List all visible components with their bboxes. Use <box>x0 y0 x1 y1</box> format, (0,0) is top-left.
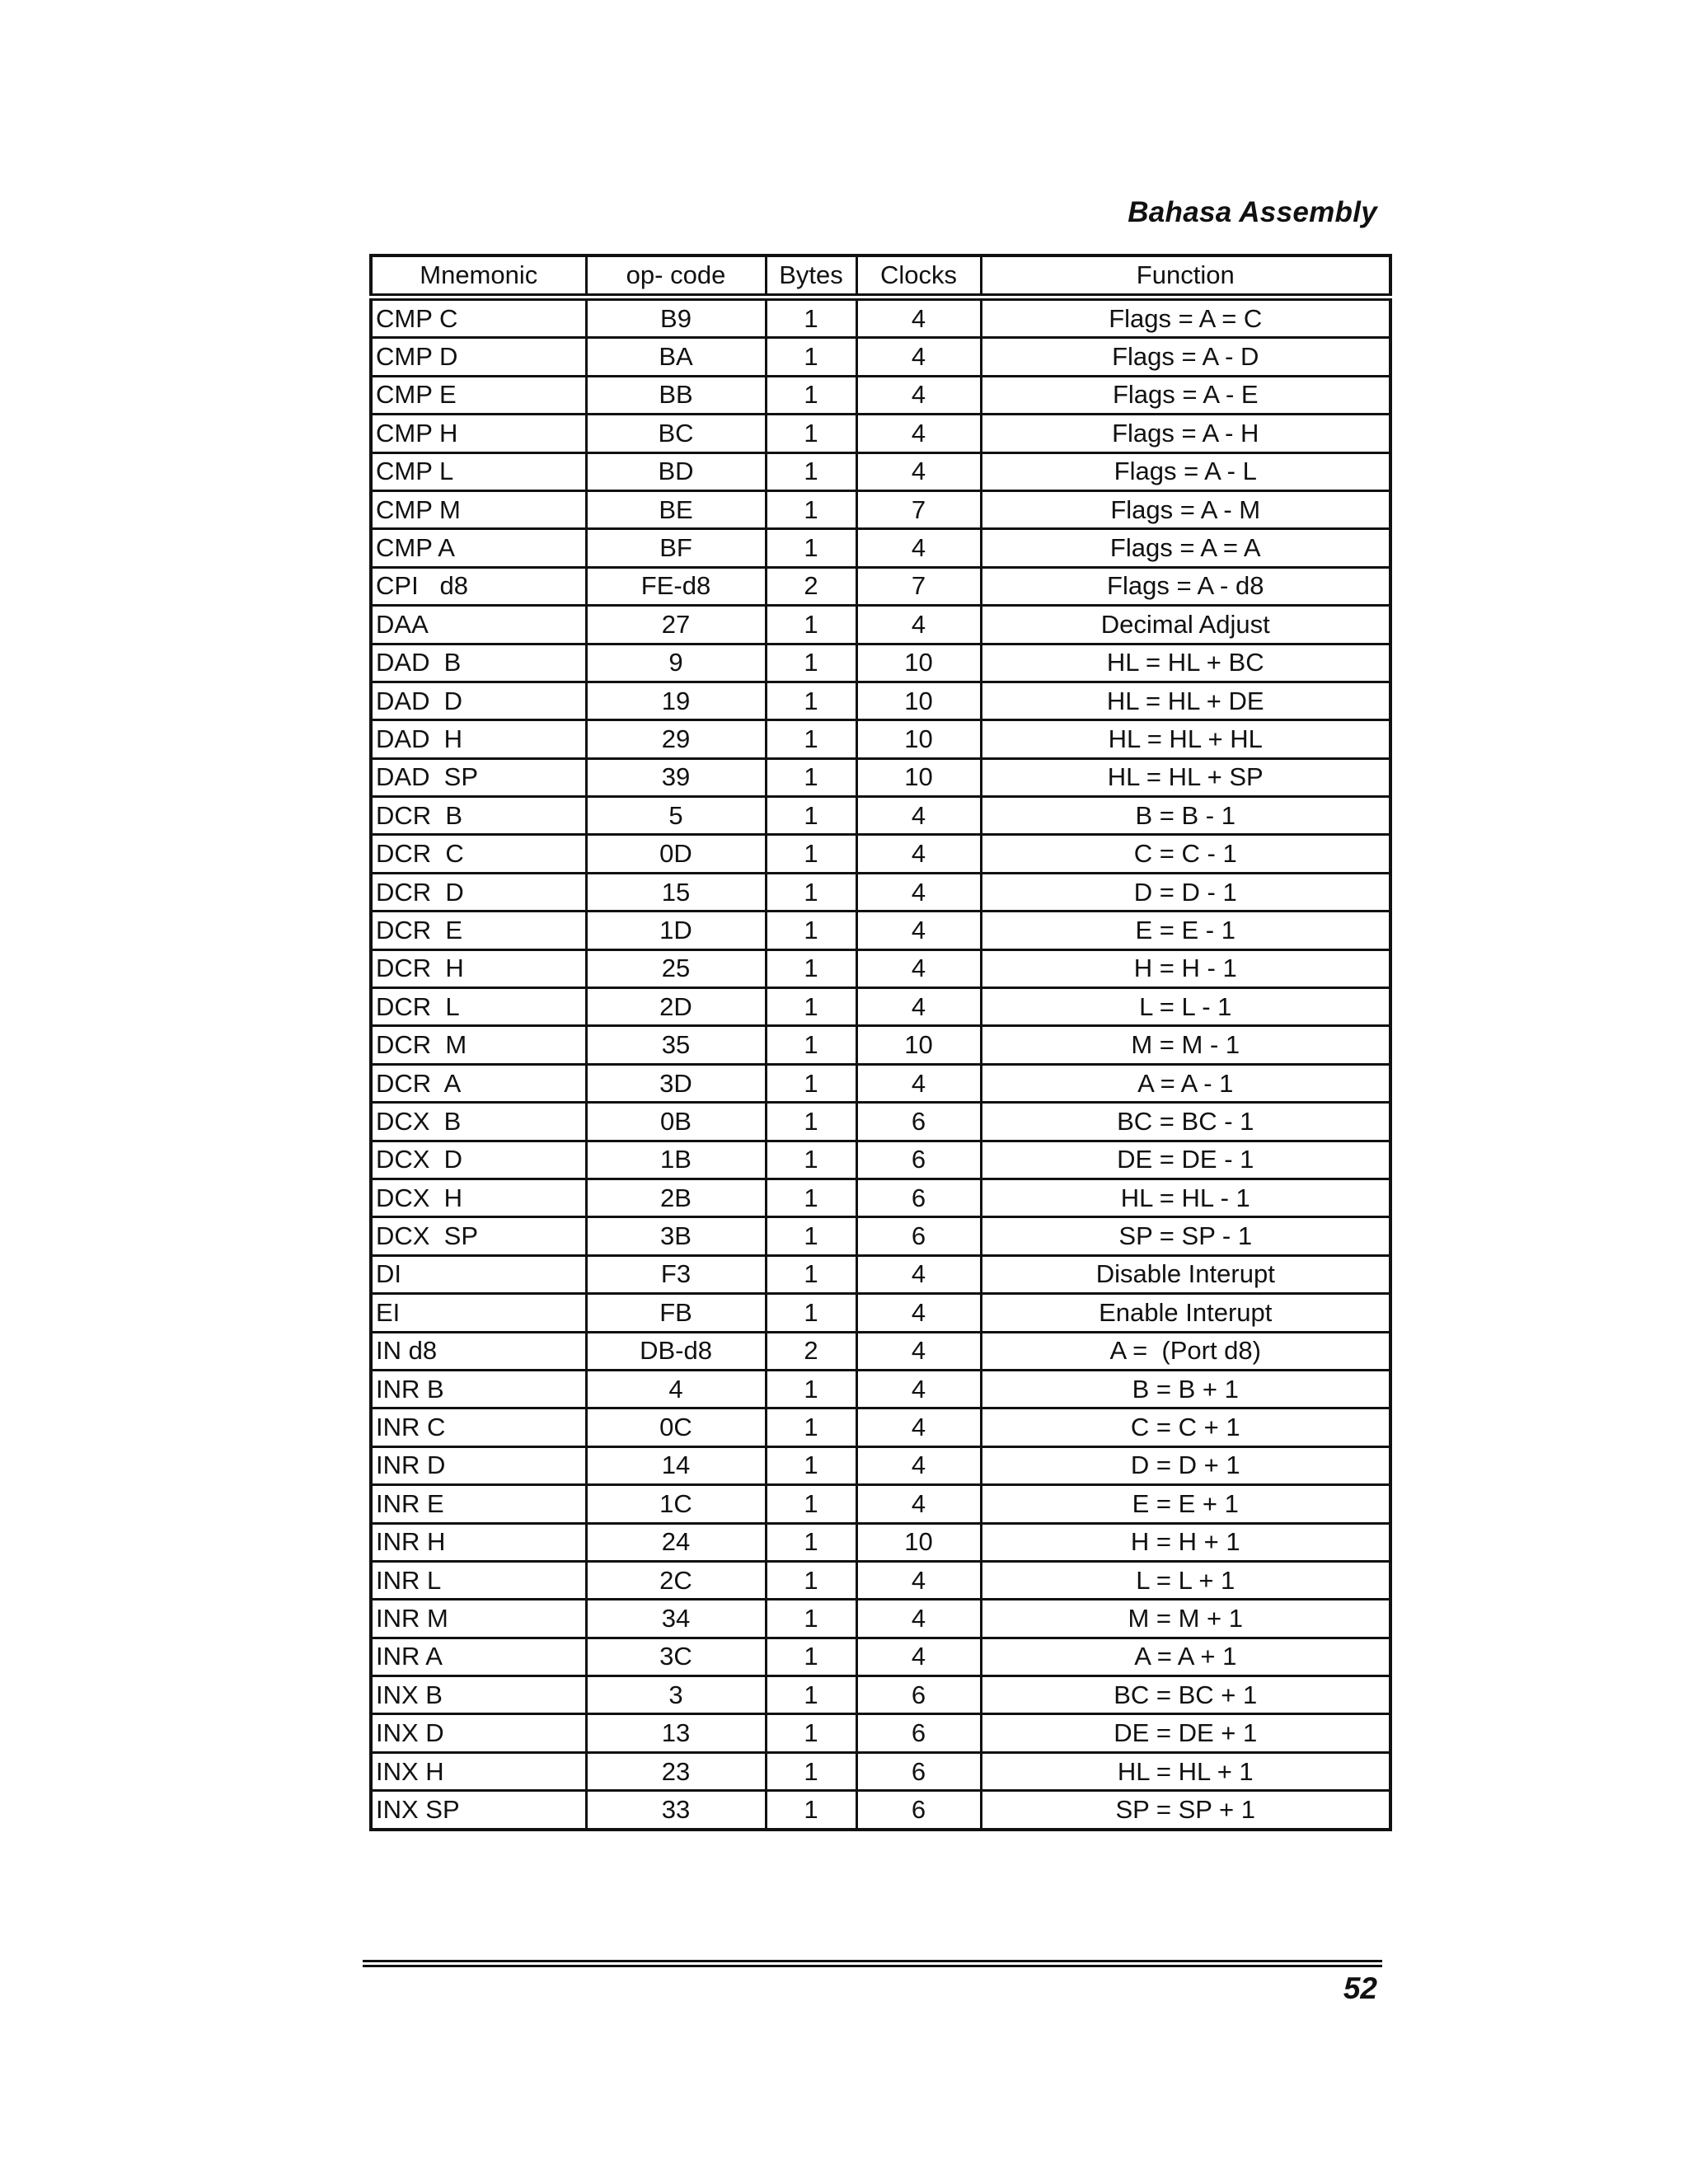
table-row <box>371 1561 1390 1599</box>
bytes-cell: 1 <box>766 1676 856 1714</box>
opcode-cell: 1B <box>586 1141 766 1179</box>
table-row <box>371 644 1390 682</box>
opcode-cell: 0D <box>586 835 766 873</box>
mnemonic-cell: INX D <box>371 1714 586 1752</box>
function-cell: Decimal Adjust <box>981 606 1390 644</box>
table-row <box>371 797 1390 835</box>
function-cell: Flags = A = A <box>981 529 1390 567</box>
table-row <box>371 1523 1390 1561</box>
clocks-cell: 4 <box>856 1485 981 1523</box>
mnemonic-cell: DCX H <box>371 1179 586 1216</box>
opcode-cell: 0C <box>586 1408 766 1446</box>
function-cell: L = L - 1 <box>981 988 1390 1026</box>
table-row <box>371 1294 1390 1332</box>
bytes-cell: 1 <box>766 1638 856 1675</box>
table-row <box>371 1714 1390 1752</box>
table-row <box>371 873 1390 911</box>
table-row <box>371 1638 1390 1675</box>
clocks-cell: 4 <box>856 1408 981 1446</box>
table-row <box>371 988 1390 1026</box>
clocks-cell: 4 <box>856 873 981 911</box>
column-header-opcode: op- code <box>586 255 766 298</box>
bytes-cell: 1 <box>766 1370 856 1408</box>
function-cell: C = C + 1 <box>981 1408 1390 1446</box>
table-row <box>371 949 1390 987</box>
opcode-cell: 1D <box>586 912 766 949</box>
table-row <box>371 682 1390 719</box>
clocks-cell: 6 <box>856 1103 981 1141</box>
opcode-cell: 3D <box>586 1064 766 1102</box>
clocks-cell: 4 <box>856 1294 981 1332</box>
clocks-cell: 6 <box>856 1791 981 1830</box>
clocks-cell: 4 <box>856 452 981 490</box>
clocks-cell: 6 <box>856 1217 981 1255</box>
function-cell: E = E + 1 <box>981 1485 1390 1523</box>
clocks-cell: 6 <box>856 1714 981 1752</box>
table-row <box>371 835 1390 873</box>
bytes-cell: 1 <box>766 720 856 758</box>
clocks-cell: 4 <box>856 1255 981 1293</box>
table-row <box>371 1332 1390 1370</box>
mnemonic-cell: INR D <box>371 1446 586 1484</box>
bytes-cell: 1 <box>766 835 856 873</box>
opcode-cell: 25 <box>586 949 766 987</box>
clocks-cell: 4 <box>856 949 981 987</box>
opcode-cell: 3 <box>586 1676 766 1714</box>
column-header-mnemonic: Mnemonic <box>371 255 586 298</box>
function-cell: C = C - 1 <box>981 835 1390 873</box>
table-row <box>371 1446 1390 1484</box>
opcode-cell: 19 <box>586 682 766 719</box>
opcode-cell: 39 <box>586 758 766 796</box>
clocks-cell: 4 <box>856 988 981 1026</box>
clocks-cell: 10 <box>856 1026 981 1064</box>
clocks-cell: 7 <box>856 567 981 605</box>
clocks-cell: 4 <box>856 1064 981 1102</box>
clocks-cell: 4 <box>856 606 981 644</box>
opcode-cell: DB-d8 <box>586 1332 766 1370</box>
mnemonic-cell: INR A <box>371 1638 586 1675</box>
column-header-clocks: Clocks <box>856 255 981 298</box>
table-row <box>371 1676 1390 1714</box>
table-row <box>371 1026 1390 1064</box>
opcode-cell: 2B <box>586 1179 766 1216</box>
clocks-cell: 4 <box>856 1446 981 1484</box>
bytes-cell: 1 <box>766 1752 856 1790</box>
clocks-cell: 10 <box>856 758 981 796</box>
bytes-cell: 1 <box>766 1026 856 1064</box>
bytes-cell: 1 <box>766 1446 856 1484</box>
function-cell: B = B - 1 <box>981 797 1390 835</box>
table-row <box>371 490 1390 528</box>
footer-rule <box>363 1960 1382 1967</box>
table-row <box>371 1217 1390 1255</box>
mnemonic-cell: DCR C <box>371 835 586 873</box>
function-cell: E = E - 1 <box>981 912 1390 949</box>
clocks-cell: 4 <box>856 338 981 376</box>
mnemonic-cell: DCR D <box>371 873 586 911</box>
opcode-cell: FE-d8 <box>586 567 766 605</box>
clocks-cell: 4 <box>856 415 981 452</box>
opcode-cell: 4 <box>586 1370 766 1408</box>
opcode-cell: 29 <box>586 720 766 758</box>
mnemonic-cell: INR M <box>371 1600 586 1638</box>
bytes-cell: 1 <box>766 1064 856 1102</box>
bytes-cell: 1 <box>766 1408 856 1446</box>
clocks-cell: 10 <box>856 1523 981 1561</box>
bytes-cell: 1 <box>766 1217 856 1255</box>
table-row <box>371 1408 1390 1446</box>
function-cell: Enable Interupt <box>981 1294 1390 1332</box>
clocks-cell: 4 <box>856 1370 981 1408</box>
bytes-cell: 1 <box>766 415 856 452</box>
clocks-cell: 4 <box>856 529 981 567</box>
function-cell: Flags = A - E <box>981 376 1390 414</box>
mnemonic-cell: EI <box>371 1294 586 1332</box>
opcode-cell: B9 <box>586 298 766 338</box>
mnemonic-cell: INX B <box>371 1676 586 1714</box>
function-cell: HL = HL + BC <box>981 644 1390 682</box>
mnemonic-cell: DCR H <box>371 949 586 987</box>
clocks-cell: 6 <box>856 1676 981 1714</box>
table-row <box>371 376 1390 414</box>
mnemonic-cell: INX H <box>371 1752 586 1790</box>
mnemonic-cell: CMP A <box>371 529 586 567</box>
bytes-cell: 1 <box>766 797 856 835</box>
bytes-cell: 1 <box>766 1485 856 1523</box>
opcode-cell: 0B <box>586 1103 766 1141</box>
table-row <box>371 1179 1390 1216</box>
table-row <box>371 1600 1390 1638</box>
mnemonic-cell: DAD SP <box>371 758 586 796</box>
bytes-cell: 1 <box>766 1714 856 1752</box>
function-cell: H = H + 1 <box>981 1523 1390 1561</box>
mnemonic-cell: DCX B <box>371 1103 586 1141</box>
bytes-cell: 1 <box>766 1255 856 1293</box>
function-cell: Flags = A - L <box>981 452 1390 490</box>
bytes-cell: 1 <box>766 298 856 338</box>
table-row <box>371 1141 1390 1179</box>
opcode-cell: 13 <box>586 1714 766 1752</box>
table-row <box>371 338 1390 376</box>
mnemonic-cell: DAA <box>371 606 586 644</box>
clocks-cell: 4 <box>856 298 981 338</box>
clocks-cell: 4 <box>856 1638 981 1675</box>
opcode-cell: 14 <box>586 1446 766 1484</box>
bytes-cell: 1 <box>766 988 856 1026</box>
function-cell: Flags = A - D <box>981 338 1390 376</box>
clocks-cell: 6 <box>856 1179 981 1216</box>
function-cell: Flags = A - M <box>981 490 1390 528</box>
bytes-cell: 1 <box>766 376 856 414</box>
function-cell: A = (Port d8) <box>981 1332 1390 1370</box>
bytes-cell: 1 <box>766 1561 856 1599</box>
clocks-cell: 4 <box>856 797 981 835</box>
mnemonic-cell: DCX SP <box>371 1217 586 1255</box>
table-row <box>371 1752 1390 1790</box>
table-row <box>371 1485 1390 1523</box>
bytes-cell: 2 <box>766 567 856 605</box>
table-row <box>371 298 1390 338</box>
table-row <box>371 720 1390 758</box>
clocks-cell: 4 <box>856 376 981 414</box>
opcode-cell: 15 <box>586 873 766 911</box>
function-cell: A = A - 1 <box>981 1064 1390 1102</box>
opcode-cell: 23 <box>586 1752 766 1790</box>
opcode-cell: FB <box>586 1294 766 1332</box>
clocks-cell: 10 <box>856 682 981 719</box>
mnemonic-cell: CMP C <box>371 298 586 338</box>
bytes-cell: 1 <box>766 1103 856 1141</box>
function-cell: HL = HL + HL <box>981 720 1390 758</box>
function-cell: Disable Interupt <box>981 1255 1390 1293</box>
table-row <box>371 606 1390 644</box>
table-row <box>371 1255 1390 1293</box>
function-cell: H = H - 1 <box>981 949 1390 987</box>
bytes-cell: 1 <box>766 758 856 796</box>
opcode-cell: 2C <box>586 1561 766 1599</box>
opcode-cell: 33 <box>586 1791 766 1830</box>
opcode-cell: 3B <box>586 1217 766 1255</box>
header-row <box>371 255 1390 298</box>
mnemonic-cell: CMP E <box>371 376 586 414</box>
bytes-cell: 1 <box>766 338 856 376</box>
mnemonic-cell: CMP D <box>371 338 586 376</box>
table-row <box>371 1064 1390 1102</box>
table-row <box>371 1791 1390 1830</box>
opcode-cell: F3 <box>586 1255 766 1293</box>
opcode-cell: BE <box>586 490 766 528</box>
clocks-cell: 6 <box>856 1752 981 1790</box>
mnemonic-cell: CMP H <box>371 415 586 452</box>
bytes-cell: 1 <box>766 452 856 490</box>
opcode-cell: 24 <box>586 1523 766 1561</box>
function-cell: D = D - 1 <box>981 873 1390 911</box>
function-cell: Flags = A - d8 <box>981 567 1390 605</box>
opcode-cell: 5 <box>586 797 766 835</box>
clocks-cell: 10 <box>856 720 981 758</box>
opcode-cell: 2D <box>586 988 766 1026</box>
clocks-cell: 7 <box>856 490 981 528</box>
function-cell: SP = SP + 1 <box>981 1791 1390 1830</box>
bytes-cell: 1 <box>766 682 856 719</box>
opcode-table-body <box>371 298 1390 1830</box>
column-header-function: Function <box>981 255 1390 298</box>
mnemonic-cell: INR E <box>371 1485 586 1523</box>
function-cell: BC = BC - 1 <box>981 1103 1390 1141</box>
opcode-cell: 3C <box>586 1638 766 1675</box>
function-cell: HL = HL + 1 <box>981 1752 1390 1790</box>
table-row <box>371 529 1390 567</box>
mnemonic-cell: CMP M <box>371 490 586 528</box>
clocks-cell: 4 <box>856 912 981 949</box>
bytes-cell: 1 <box>766 529 856 567</box>
function-cell: DE = DE - 1 <box>981 1141 1390 1179</box>
bytes-cell: 1 <box>766 1600 856 1638</box>
page-number: 52 <box>1343 1971 1377 2005</box>
function-cell: HL = HL + SP <box>981 758 1390 796</box>
mnemonic-cell: IN d8 <box>371 1332 586 1370</box>
bytes-cell: 1 <box>766 606 856 644</box>
table-row <box>371 1370 1390 1408</box>
mnemonic-cell: CMP L <box>371 452 586 490</box>
opcode-table <box>369 254 1392 1831</box>
mnemonic-cell: INR L <box>371 1561 586 1599</box>
clocks-cell: 6 <box>856 1141 981 1179</box>
bytes-cell: 1 <box>766 490 856 528</box>
table-row <box>371 415 1390 452</box>
function-cell: SP = SP - 1 <box>981 1217 1390 1255</box>
bytes-cell: 1 <box>766 1294 856 1332</box>
opcode-cell: BC <box>586 415 766 452</box>
function-cell: D = D + 1 <box>981 1446 1390 1484</box>
mnemonic-cell: DAD H <box>371 720 586 758</box>
function-cell: B = B + 1 <box>981 1370 1390 1408</box>
mnemonic-cell: DI <box>371 1255 586 1293</box>
bytes-cell: 1 <box>766 1179 856 1216</box>
opcode-cell: BF <box>586 529 766 567</box>
clocks-cell: 10 <box>856 644 981 682</box>
opcode-table-header <box>371 255 1390 298</box>
mnemonic-cell: DCR E <box>371 912 586 949</box>
opcode-cell: 35 <box>586 1026 766 1064</box>
function-cell: Flags = A = C <box>981 298 1390 338</box>
clocks-cell: 4 <box>856 1600 981 1638</box>
clocks-cell: 4 <box>856 1332 981 1370</box>
mnemonic-cell: DCR B <box>371 797 586 835</box>
mnemonic-cell: INR B <box>371 1370 586 1408</box>
opcode-cell: BB <box>586 376 766 414</box>
column-header-bytes: Bytes <box>766 255 856 298</box>
bytes-cell: 1 <box>766 949 856 987</box>
function-cell: BC = BC + 1 <box>981 1676 1390 1714</box>
bytes-cell: 2 <box>766 1332 856 1370</box>
mnemonic-cell: DAD B <box>371 644 586 682</box>
bytes-cell: 1 <box>766 1791 856 1830</box>
bytes-cell: 1 <box>766 1523 856 1561</box>
function-cell: M = M - 1 <box>981 1026 1390 1064</box>
function-cell: M = M + 1 <box>981 1600 1390 1638</box>
mnemonic-cell: DCR L <box>371 988 586 1026</box>
function-cell: Flags = A - H <box>981 415 1390 452</box>
function-cell: HL = HL + DE <box>981 682 1390 719</box>
opcode-cell: 9 <box>586 644 766 682</box>
opcode-cell: BD <box>586 452 766 490</box>
mnemonic-cell: DAD D <box>371 682 586 719</box>
bytes-cell: 1 <box>766 912 856 949</box>
table-row <box>371 912 1390 949</box>
opcode-cell: 27 <box>586 606 766 644</box>
opcode-cell: 1C <box>586 1485 766 1523</box>
mnemonic-cell: DCX D <box>371 1141 586 1179</box>
mnemonic-cell: INR H <box>371 1523 586 1561</box>
mnemonic-cell: INR C <box>371 1408 586 1446</box>
clocks-cell: 4 <box>856 1561 981 1599</box>
function-cell: DE = DE + 1 <box>981 1714 1390 1752</box>
table-row <box>371 1103 1390 1141</box>
bytes-cell: 1 <box>766 1141 856 1179</box>
opcode-cell: 34 <box>586 1600 766 1638</box>
function-cell: HL = HL - 1 <box>981 1179 1390 1216</box>
clocks-cell: 4 <box>856 835 981 873</box>
table-row <box>371 567 1390 605</box>
opcode-cell: BA <box>586 338 766 376</box>
mnemonic-cell: DCR A <box>371 1064 586 1102</box>
function-cell: L = L + 1 <box>981 1561 1390 1599</box>
mnemonic-cell: CPI d8 <box>371 567 586 605</box>
page-header-title: Bahasa Assembly <box>1128 196 1377 228</box>
bytes-cell: 1 <box>766 873 856 911</box>
mnemonic-cell: DCR M <box>371 1026 586 1064</box>
table-row <box>371 452 1390 490</box>
function-cell: A = A + 1 <box>981 1638 1390 1675</box>
mnemonic-cell: INX SP <box>371 1791 586 1830</box>
table-row <box>371 758 1390 796</box>
bytes-cell: 1 <box>766 644 856 682</box>
